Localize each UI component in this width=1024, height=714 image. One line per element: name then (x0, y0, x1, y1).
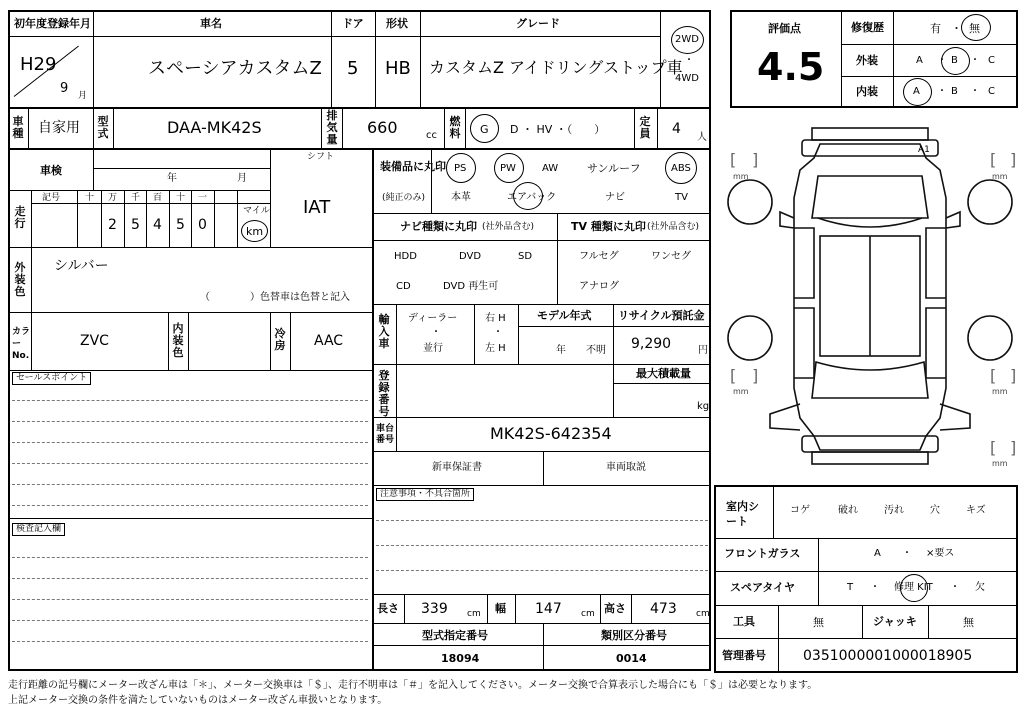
color-no-label: カラーNo. (12, 327, 31, 361)
glass-label: フロントガラス (724, 547, 801, 560)
caution-label: 注意事項・不具合箇所 (376, 488, 474, 501)
mgmt-value: 0351000001000018905 (803, 648, 973, 664)
usage-label: 車種 (12, 115, 24, 140)
max-load-label: 最大積載量 (636, 367, 691, 380)
color-no-value: ZVC (80, 333, 109, 349)
inspection-label: 車検 (40, 164, 62, 177)
height-label: 高さ (604, 602, 626, 615)
tv-oneseg: ワンセグ (651, 251, 691, 262)
equip-leather: 本革 (451, 192, 471, 203)
model-year-label: モデル年式 (537, 309, 592, 322)
cooler-value: AAC (314, 333, 344, 349)
shift-label: シフト (307, 152, 335, 162)
type-spec-value: 18094 (441, 652, 480, 665)
equip-aw: AW (542, 163, 559, 174)
equip-pw: PW (500, 163, 516, 174)
score-label: 評価点 (768, 22, 801, 35)
interior-color-label: 内装色 (172, 322, 184, 359)
import-parallel: 並行 (423, 343, 443, 354)
import-left-h: 左 H (485, 343, 506, 354)
repair-no: 無 (969, 22, 980, 35)
mileage-km: km (246, 225, 264, 238)
equip-airbag: エアバック (507, 192, 557, 203)
capacity-label: 定員 (639, 115, 651, 140)
interior-label: 内装 (856, 85, 878, 98)
usage-value: 自家用 (38, 120, 80, 136)
spare-value: 修理 KIT (894, 582, 933, 593)
fuel-value: G (480, 123, 489, 136)
equip-tv: TV (675, 192, 688, 203)
mileage-digit: 2 (108, 217, 117, 233)
navi-dvd: DVD (459, 251, 482, 262)
width-value: 147 (535, 601, 562, 617)
footer-note-1: 走行距離の記号欄にメーター改ざん車は「＊」、メーター交換車は「＄」、走行不明車は「＃」を記入してください。メーター交換で合算表示した場合にも「＄」は必要となります。 (8, 680, 818, 691)
equip-note: (純正のみ) (382, 193, 426, 203)
tools-label: 工具 (733, 615, 755, 628)
model-value: DAA-MK42S (167, 118, 262, 137)
mileage-label: 走行 (14, 205, 26, 230)
equip-ps: PS (454, 163, 467, 174)
displacement-value: 660 (367, 118, 398, 137)
car-name: スペーシアカスタムZ (148, 58, 322, 79)
reg-label: 初年度登録年月 (14, 17, 91, 30)
color-note: （ ）色替車は色替と記入 (200, 292, 350, 303)
tv-analog: アナログ (579, 281, 619, 292)
color-value: シルバー (54, 258, 109, 274)
interior-grade: A (913, 86, 920, 97)
score-value: 4.5 (757, 45, 825, 89)
inspect-note-label: 検査記入欄 (12, 523, 65, 536)
model-label: 型式 (97, 115, 109, 140)
exterior-label: 外装 (856, 54, 878, 67)
cooler-label: 冷房 (274, 327, 286, 352)
exterior-grade: B (951, 55, 958, 66)
mileage-digit: 5 (176, 217, 185, 233)
grade-label: グレード (516, 17, 560, 30)
navi-dvdplay: DVD 再生可 (443, 281, 499, 292)
import-right-h: 右 H (485, 313, 506, 324)
length-value: 339 (421, 601, 448, 617)
recycle-label: リサイクル預託金 (618, 309, 705, 322)
reg-era: H29 (20, 54, 57, 75)
reg-month-unit: 月 (78, 91, 88, 101)
navi-sd: SD (518, 251, 533, 262)
fuel-options: D ・ HV ・（ ） (510, 123, 606, 136)
drive-4wd: 4WD (675, 73, 699, 84)
import-dealer: ディーラー (408, 313, 458, 324)
capacity-value: 4 (672, 121, 681, 137)
diagram-a1-mark: A1 (918, 145, 930, 155)
fuel-label: 燃料 (449, 115, 461, 140)
mileage-digit: 0 (198, 217, 207, 233)
tools-value: 無 (813, 616, 824, 629)
mgmt-label: 管理番号 (722, 649, 766, 662)
repair-label: 修復歴 (851, 21, 884, 34)
manual-label: 車両取説 (606, 462, 646, 473)
door-label: ドア (342, 17, 364, 30)
shape-value: HB (385, 58, 411, 79)
shift-value: IAT (303, 197, 331, 218)
drive-2wd: 2WD (675, 34, 699, 45)
recycle-value: 9,290 (631, 336, 672, 352)
equip-label: 装備品に丸印 (380, 160, 446, 173)
jack-label: ジャッキ (873, 615, 917, 628)
reg-month: 9 (60, 81, 69, 96)
mileage-mile: マイル (243, 206, 270, 216)
tv-type-label: TV 種類に丸印 (571, 220, 646, 233)
mileage-sign-label: 記号 (42, 193, 61, 203)
registration-label: 登録番号 (378, 369, 390, 418)
model-year-value: 不明 (586, 345, 606, 356)
shape-label: 形状 (386, 17, 408, 30)
car-label: 車名 (200, 17, 222, 30)
equip-sunroof: サンルーフ (587, 162, 641, 175)
length-label: 長さ (377, 602, 399, 615)
footer-note-2: 上記メーター交換の条件を満たしていないものはメーター改ざん車扱いとなります。 (8, 695, 388, 706)
car-condition-diagram (720, 118, 1020, 478)
navi-cd: CD (396, 281, 411, 292)
chassis-label: 車台番号 (376, 424, 395, 445)
displacement-label: 排気量 (326, 109, 338, 146)
class-no-value: 0014 (616, 652, 647, 665)
equip-abs: ABS (671, 163, 691, 174)
drive-sep: ・ (684, 55, 694, 66)
glass-a: A (874, 548, 881, 559)
equip-navi: ナビ (605, 192, 625, 203)
tv-fullseg: フルセグ (579, 251, 619, 262)
color-label: 外装色 (14, 261, 26, 298)
warranty-label: 新車保証書 (432, 462, 482, 473)
mileage-digit: 4 (153, 217, 162, 233)
mileage-digit: 5 (131, 217, 140, 233)
spare-label: スペアタイヤ (730, 581, 796, 594)
type-spec-label: 型式指定番号 (422, 629, 488, 642)
door-value: 5 (347, 58, 359, 79)
width-label: 幅 (495, 602, 506, 615)
repair-yes: 有 (930, 22, 941, 35)
room-label: 室内シート (726, 500, 759, 528)
grade-value: カスタムZ アイドリングストップ車 (429, 58, 683, 77)
navi-type-label: ナビ種類に丸印 (400, 220, 477, 233)
navi-hdd: HDD (394, 251, 417, 262)
class-no-label: 類別区分番号 (601, 629, 667, 642)
import-label: 輸入車 (378, 313, 390, 350)
sales-point-label: セールスポイント (12, 372, 91, 385)
chassis-value: MK42S-642354 (490, 424, 612, 443)
height-value: 473 (650, 601, 677, 617)
glass-swap: ×要ス (926, 548, 955, 559)
jack-value: 無 (963, 616, 974, 629)
